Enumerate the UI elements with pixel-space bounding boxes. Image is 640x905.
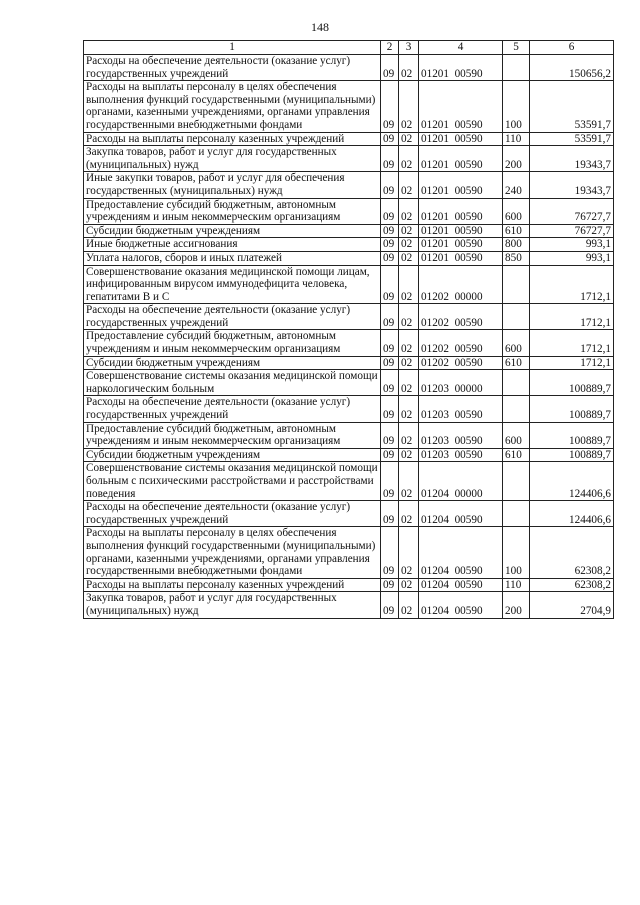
cell-section: 09	[381, 422, 399, 448]
cell-expense-type: 200	[503, 592, 530, 618]
cell-amount: 1712,1	[530, 330, 614, 356]
cell-expense-type	[503, 396, 530, 422]
cell-subsection: 02	[399, 224, 419, 238]
cell-target-code: 01204 00590	[419, 592, 503, 618]
cell-amount: 993,1	[530, 238, 614, 252]
table-row	[84, 592, 614, 618]
table-row	[84, 265, 614, 304]
cell-target-code: 01201 00590	[419, 238, 503, 252]
cell-amount: 19343,7	[530, 146, 614, 172]
cell-amount: 150656,2	[530, 55, 614, 81]
cell-expense-type: 850	[503, 251, 530, 265]
cell-name: Субсидии бюджетным учреждениям	[84, 448, 381, 462]
cell-section: 09	[381, 251, 399, 265]
cell-amount: 124406,6	[530, 501, 614, 527]
table-row	[84, 198, 614, 224]
cell-name: Субсидии бюджетным учреждениям	[84, 224, 381, 238]
cell-expense-type	[503, 304, 530, 330]
cell-section: 09	[381, 527, 399, 578]
cell-name: Предоставление субсидий бюджетным, автономным учреждениям и иным некоммерческим организациям	[84, 198, 381, 224]
col-header-4: 4	[419, 41, 503, 55]
cell-name: Уплата налогов, сборов и иных платежей	[84, 251, 381, 265]
cell-section: 09	[381, 146, 399, 172]
cell-amount: 124406,6	[530, 462, 614, 501]
cell-name: Расходы на выплаты персоналу в целях обеспечения выполнения функций государственными (муниципальными) органами, казенными учреждениями, органами управления государственными внебюджетными фондами	[84, 81, 381, 132]
table-row	[84, 422, 614, 448]
cell-expense-type: 200	[503, 146, 530, 172]
cell-target-code: 01203 00590	[419, 448, 503, 462]
cell-name: Расходы на выплаты персоналу казенных учреждений	[84, 578, 381, 592]
cell-name: Расходы на обеспечение деятельности (оказание услуг) государственных учреждений	[84, 501, 381, 527]
cell-expense-type: 600	[503, 422, 530, 448]
cell-amount: 993,1	[530, 251, 614, 265]
cell-subsection: 02	[399, 172, 419, 198]
cell-target-code: 01201 00590	[419, 198, 503, 224]
cell-subsection: 02	[399, 146, 419, 172]
table-row	[84, 251, 614, 265]
table-row	[84, 132, 614, 146]
cell-expense-type: 100	[503, 81, 530, 132]
cell-expense-type: 600	[503, 198, 530, 224]
cell-subsection: 02	[399, 304, 419, 330]
cell-section: 09	[381, 55, 399, 81]
cell-target-code: 01201 00590	[419, 146, 503, 172]
table-row	[84, 81, 614, 132]
cell-expense-type: 100	[503, 527, 530, 578]
cell-section: 09	[381, 592, 399, 618]
cell-subsection: 02	[399, 422, 419, 448]
cell-amount: 1712,1	[530, 304, 614, 330]
cell-section: 09	[381, 172, 399, 198]
table-row	[84, 396, 614, 422]
cell-name: Расходы на обеспечение деятельности (оказание услуг) государственных учреждений	[84, 396, 381, 422]
cell-subsection: 02	[399, 265, 419, 304]
cell-name: Расходы на обеспечение деятельности (оказание услуг) государственных учреждений	[84, 55, 381, 81]
cell-subsection: 02	[399, 55, 419, 81]
cell-name: Субсидии бюджетным учреждениям	[84, 356, 381, 370]
table-row	[84, 448, 614, 462]
cell-amount: 19343,7	[530, 172, 614, 198]
cell-expense-type	[503, 55, 530, 81]
cell-section: 09	[381, 578, 399, 592]
table-row	[84, 55, 614, 81]
cell-name: Иные закупки товаров, работ и услуг для обеспечения государственных (муниципальных) нужд	[84, 172, 381, 198]
cell-name: Расходы на обеспечение деятельности (оказание услуг) государственных учреждений	[84, 304, 381, 330]
col-header-5: 5	[503, 41, 530, 55]
cell-expense-type	[503, 462, 530, 501]
cell-name: Совершенствование системы оказания медицинской помощи больным с психическими расстройствами и расстройствами поведения	[84, 462, 381, 501]
cell-target-code: 01201 00590	[419, 251, 503, 265]
cell-expense-type	[503, 370, 530, 396]
table-row	[84, 356, 614, 370]
cell-target-code: 01201 00590	[419, 172, 503, 198]
col-header-6: 6	[530, 41, 614, 55]
cell-subsection: 02	[399, 501, 419, 527]
table-row	[84, 527, 614, 578]
cell-subsection: 02	[399, 132, 419, 146]
table-row	[84, 146, 614, 172]
cell-target-code: 01204 00590	[419, 578, 503, 592]
cell-amount: 53591,7	[530, 81, 614, 132]
cell-amount: 100889,7	[530, 422, 614, 448]
cell-expense-type: 110	[503, 578, 530, 592]
cell-section: 09	[381, 462, 399, 501]
cell-subsection: 02	[399, 238, 419, 252]
cell-name: Предоставление субсидий бюджетным, автономным учреждениям и иным некоммерческим организациям	[84, 422, 381, 448]
cell-section: 09	[381, 356, 399, 370]
cell-name: Расходы на выплаты персоналу в целях обеспечения выполнения функций государственными (муниципальными) органами, казенными учреждениями, органами управления государственными внебюджетными фондами	[84, 527, 381, 578]
table-row	[84, 370, 614, 396]
cell-name: Совершенствование системы оказания медицинской помощи наркологическим больным	[84, 370, 381, 396]
cell-section: 09	[381, 224, 399, 238]
cell-target-code: 01204 00590	[419, 527, 503, 578]
cell-amount: 62308,2	[530, 527, 614, 578]
table-row	[84, 224, 614, 238]
cell-expense-type	[503, 265, 530, 304]
table-row	[84, 330, 614, 356]
cell-section: 09	[381, 304, 399, 330]
cell-name: Закупка товаров, работ и услуг для государственных (муниципальных) нужд	[84, 592, 381, 618]
cell-expense-type: 240	[503, 172, 530, 198]
cell-target-code: 01204 00000	[419, 462, 503, 501]
cell-target-code: 01204 00590	[419, 501, 503, 527]
cell-name: Иные бюджетные ассигнования	[84, 238, 381, 252]
cell-amount: 53591,7	[530, 132, 614, 146]
cell-expense-type: 610	[503, 224, 530, 238]
cell-subsection: 02	[399, 527, 419, 578]
cell-expense-type: 610	[503, 356, 530, 370]
cell-subsection: 02	[399, 592, 419, 618]
cell-subsection: 02	[399, 578, 419, 592]
header-row	[84, 41, 614, 55]
cell-target-code: 01203 00000	[419, 370, 503, 396]
cell-name: Совершенствование оказания медицинской помощи лицам, инфицированным вирусом иммунодефицита человека, гепатитами В и С	[84, 265, 381, 304]
cell-section: 09	[381, 81, 399, 132]
cell-target-code: 01201 00590	[419, 224, 503, 238]
cell-target-code: 01203 00590	[419, 422, 503, 448]
cell-expense-type	[503, 501, 530, 527]
cell-target-code: 01202 00590	[419, 304, 503, 330]
cell-subsection: 02	[399, 198, 419, 224]
table-row	[84, 578, 614, 592]
cell-name: Расходы на выплаты персоналу казенных учреждений	[84, 132, 381, 146]
cell-subsection: 02	[399, 251, 419, 265]
col-header-3: 3	[399, 41, 419, 55]
cell-expense-type: 600	[503, 330, 530, 356]
cell-expense-type: 110	[503, 132, 530, 146]
cell-subsection: 02	[399, 81, 419, 132]
cell-section: 09	[381, 330, 399, 356]
cell-section: 09	[381, 501, 399, 527]
cell-name: Предоставление субсидий бюджетным, автономным учреждениям и иным некоммерческим организациям	[84, 330, 381, 356]
cell-amount: 100889,7	[530, 448, 614, 462]
cell-name: Закупка товаров, работ и услуг для государственных (муниципальных) нужд	[84, 146, 381, 172]
col-header-1: 1	[84, 41, 381, 55]
cell-amount: 100889,7	[530, 370, 614, 396]
cell-subsection: 02	[399, 330, 419, 356]
cell-subsection: 02	[399, 356, 419, 370]
cell-section: 09	[381, 396, 399, 422]
cell-amount: 76727,7	[530, 198, 614, 224]
cell-section: 09	[381, 198, 399, 224]
cell-amount: 2704,9	[530, 592, 614, 618]
cell-section: 09	[381, 132, 399, 146]
cell-target-code: 01202 00590	[419, 330, 503, 356]
page-number: 148	[311, 20, 329, 34]
cell-expense-type: 800	[503, 238, 530, 252]
cell-target-code: 01202 00590	[419, 356, 503, 370]
cell-amount: 76727,7	[530, 224, 614, 238]
cell-subsection: 02	[399, 448, 419, 462]
cell-amount: 100889,7	[530, 396, 614, 422]
table-row	[84, 462, 614, 501]
cell-expense-type: 610	[503, 448, 530, 462]
budget-table	[83, 40, 614, 619]
cell-target-code: 01203 00590	[419, 396, 503, 422]
cell-amount: 1712,1	[530, 265, 614, 304]
table-row	[84, 304, 614, 330]
table-row	[84, 172, 614, 198]
cell-target-code: 01202 00000	[419, 265, 503, 304]
cell-target-code: 01201 00590	[419, 55, 503, 81]
col-header-2: 2	[381, 41, 399, 55]
cell-section: 09	[381, 448, 399, 462]
table-row	[84, 238, 614, 252]
cell-section: 09	[381, 370, 399, 396]
cell-subsection: 02	[399, 396, 419, 422]
cell-target-code: 01201 00590	[419, 81, 503, 132]
cell-subsection: 02	[399, 462, 419, 501]
cell-subsection: 02	[399, 370, 419, 396]
cell-section: 09	[381, 238, 399, 252]
table-row	[84, 501, 614, 527]
cell-section: 09	[381, 265, 399, 304]
cell-target-code: 01201 00590	[419, 132, 503, 146]
cell-amount: 1712,1	[530, 356, 614, 370]
cell-amount: 62308,2	[530, 578, 614, 592]
